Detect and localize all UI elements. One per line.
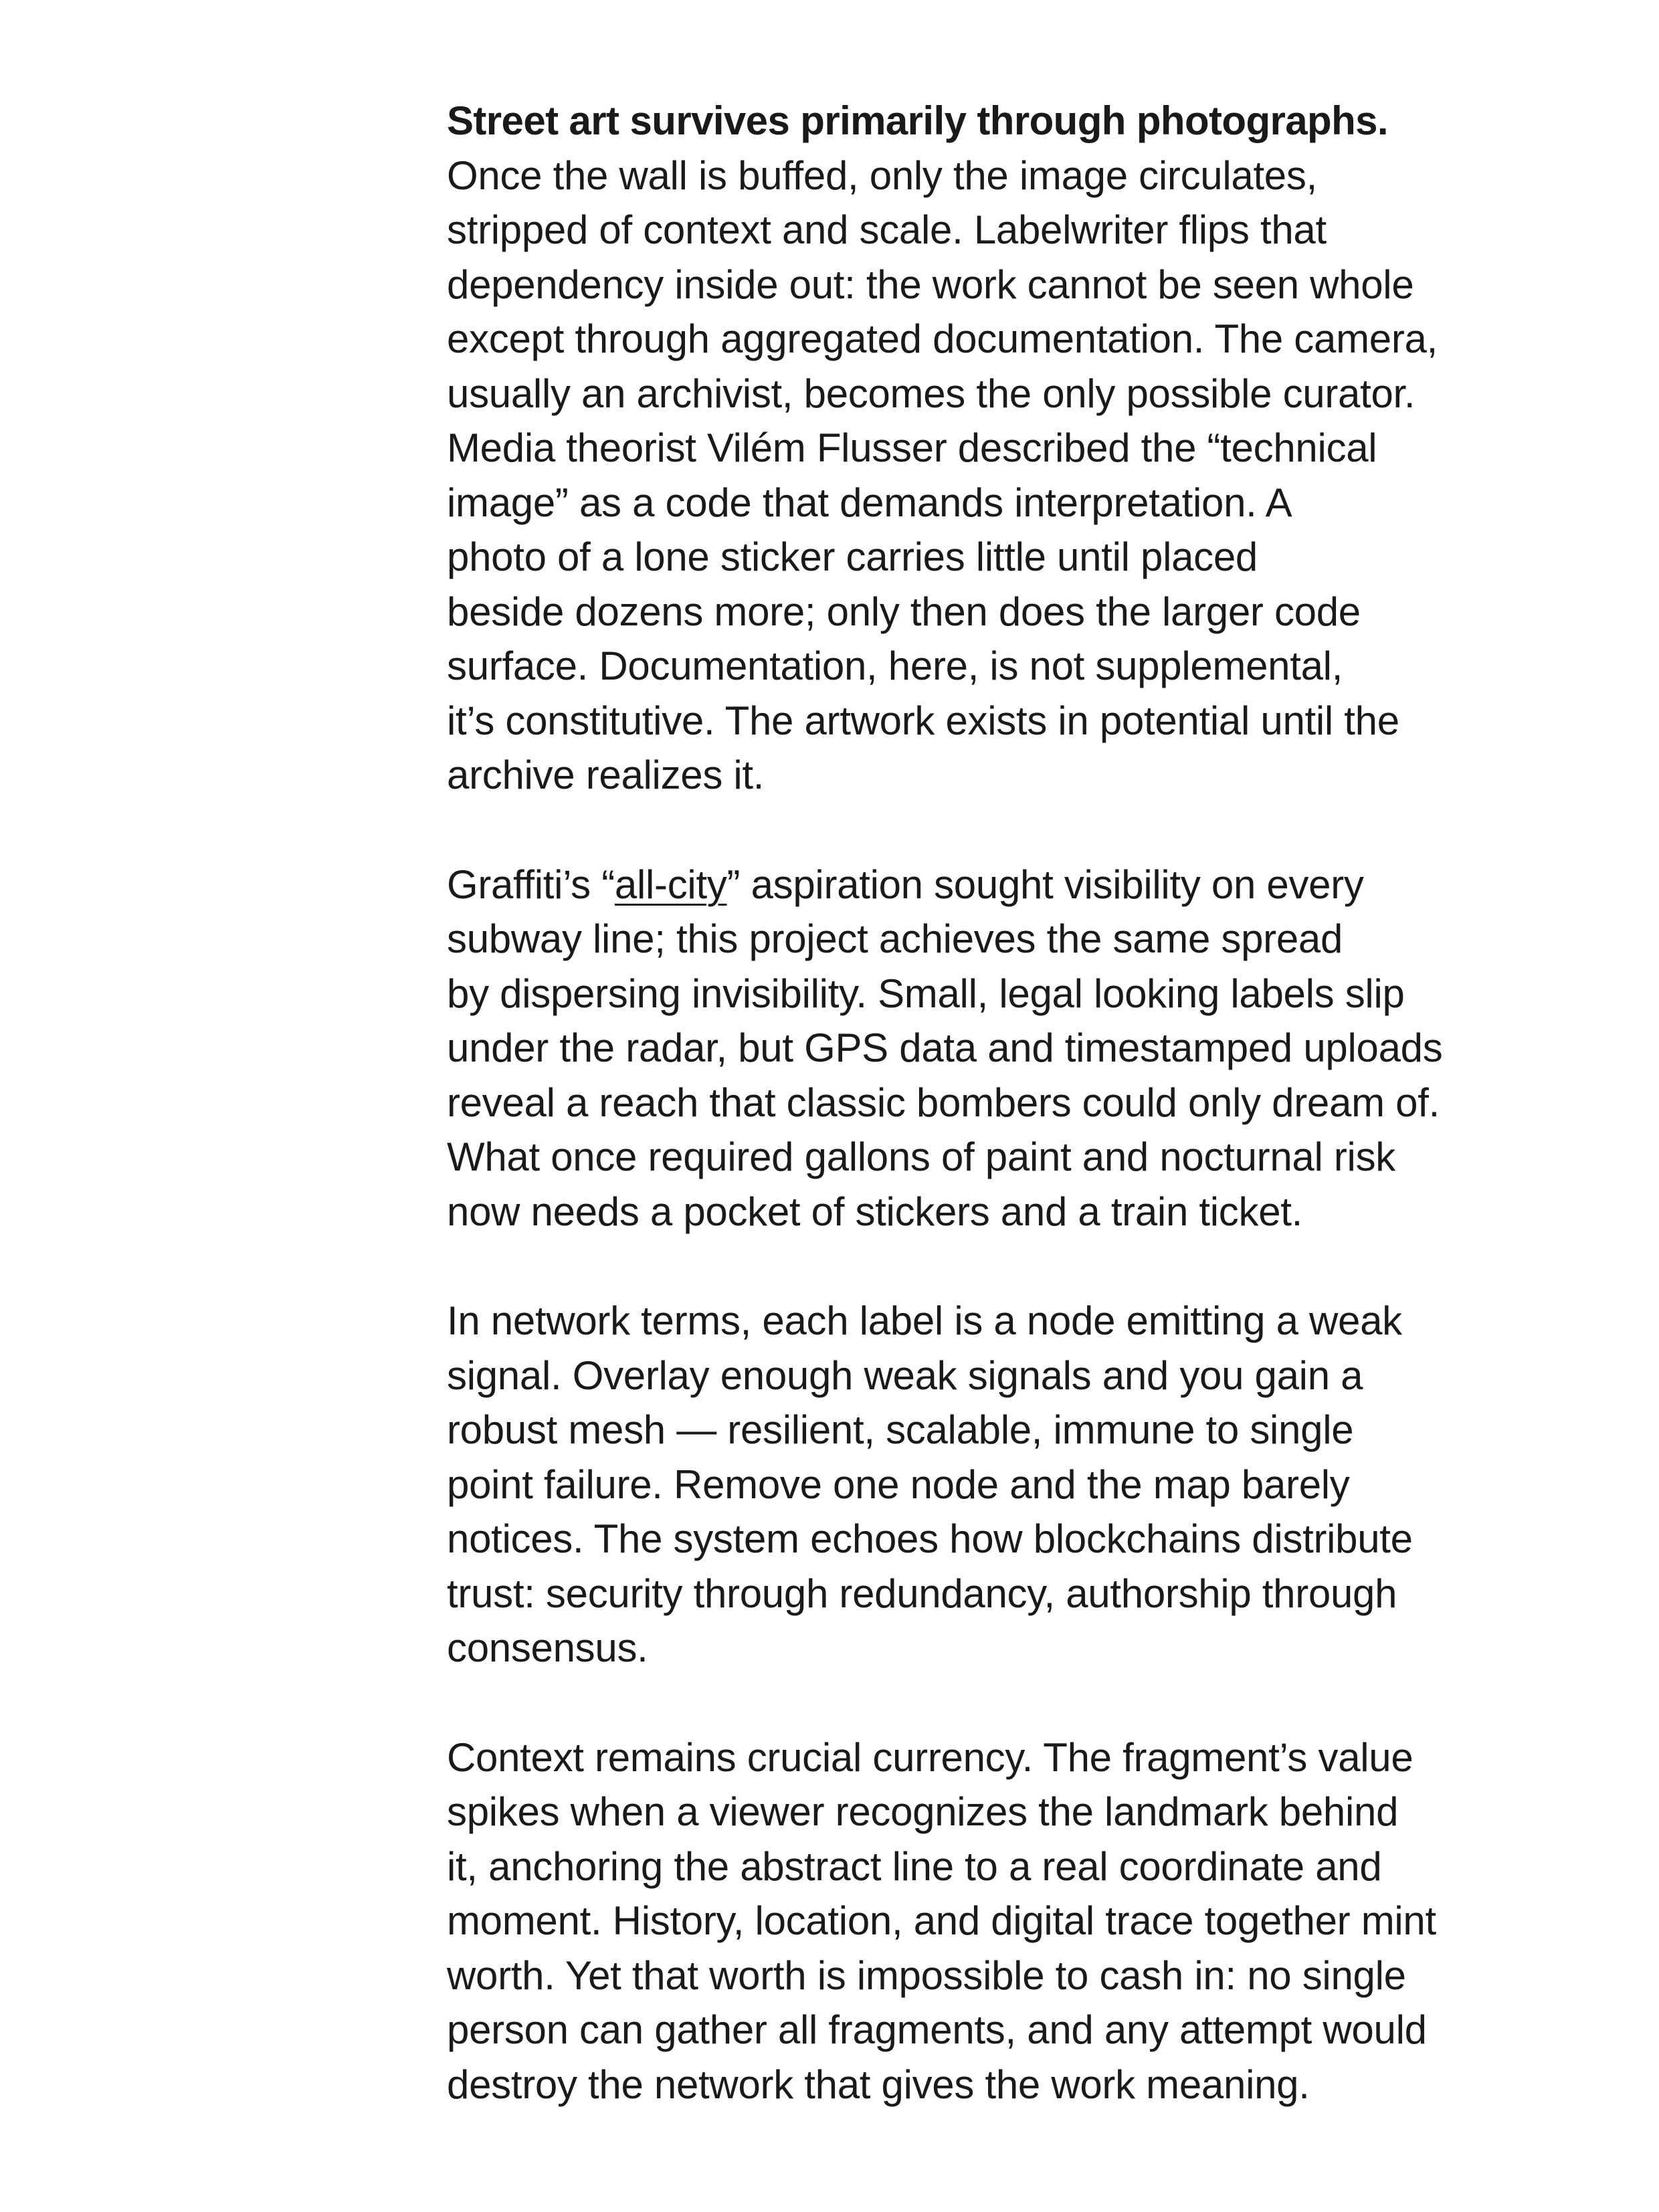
essay-text-column xyxy=(447,94,1584,2167)
paragraph-network xyxy=(447,1294,1584,1676)
paragraph-all-city xyxy=(447,858,1584,1239)
text-line: point failure. Remove one node and the map barely xyxy=(447,1462,1350,1507)
text-line: subway line; this project achieves the same spread xyxy=(447,916,1343,961)
text-line-with-link xyxy=(447,858,1584,912)
text-line: stripped of context and scale. Labelwriter flips that xyxy=(447,207,1327,252)
all-city-link[interactable]: all-city xyxy=(614,862,727,907)
text-line: reveal a reach that classic bombers could only dream of. xyxy=(447,1080,1440,1125)
text-line: Once the wall is buffed, only the image circulates, xyxy=(447,153,1317,198)
text-line: now needs a pocket of stickers and a train ticket. xyxy=(447,1189,1303,1234)
text-line: destroy the network that gives the work meaning. xyxy=(447,2062,1310,2107)
text-line: it, anchoring the abstract line to a real coordinate and xyxy=(447,1843,1382,1889)
text-line: trust: security through redundancy, authorship through xyxy=(447,1571,1397,1616)
text-line: What once required gallons of paint and nocturnal risk xyxy=(447,1134,1395,1179)
text-line: beside dozens more; only then does the larger code xyxy=(447,589,1361,634)
text-line: archive realizes it. xyxy=(447,752,765,797)
text-line: consensus. xyxy=(447,1625,648,1670)
text-line: surface. Documentation, here, is not supplemental, xyxy=(447,643,1343,688)
text-line: usually an archivist, becomes the only possible curator. xyxy=(447,371,1416,416)
line-suffix: ” aspiration sought visibility on every xyxy=(726,862,1364,907)
line-prefix: Graffiti’s “ xyxy=(447,862,615,907)
text-line: worth. Yet that worth is impossible to cash in: no single xyxy=(447,1952,1406,1998)
text-line: under the radar, but GPS data and timestamped uploads xyxy=(447,1025,1443,1070)
text-line: Context remains crucial currency. The fragment’s value xyxy=(447,1734,1413,1780)
text-line: dependency inside out: the work cannot be seen whole xyxy=(447,262,1414,307)
text-line: signal. Overlay enough weak signals and you gain a xyxy=(447,1352,1363,1398)
text-line: robust mesh — resilient, scalable, immune to single xyxy=(447,1407,1354,1452)
text-line: photo of a lone sticker carries little until placed xyxy=(447,534,1258,579)
text-line: by dispersing invisibility. Small, legal looking labels slip xyxy=(447,971,1405,1016)
text-line: person can gather all fragments, and any attempt would xyxy=(447,2007,1427,2052)
text-line: except through aggregated documentation. The camera, xyxy=(447,316,1438,361)
text-line: Media theorist Vilém Flusser described the “technical xyxy=(447,425,1377,470)
lead-sentence: Street art survives primarily through photographs. xyxy=(447,98,1388,143)
paragraph-documentation xyxy=(447,94,1584,803)
text-line: notices. The system echoes how blockchains distribute xyxy=(447,1516,1413,1561)
text-line: In network terms, each label is a node emitting a weak xyxy=(447,1298,1402,1343)
text-line: it’s constitutive. The artwork exists in potential until the xyxy=(447,698,1399,743)
text-line: spikes when a viewer recognizes the landmark behind xyxy=(447,1789,1399,1834)
text-line: moment. History, location, and digital trace together mint xyxy=(447,1898,1436,1943)
text-line: image” as a code that demands interpretation. A xyxy=(447,480,1292,525)
paragraph-context xyxy=(447,1730,1584,2112)
